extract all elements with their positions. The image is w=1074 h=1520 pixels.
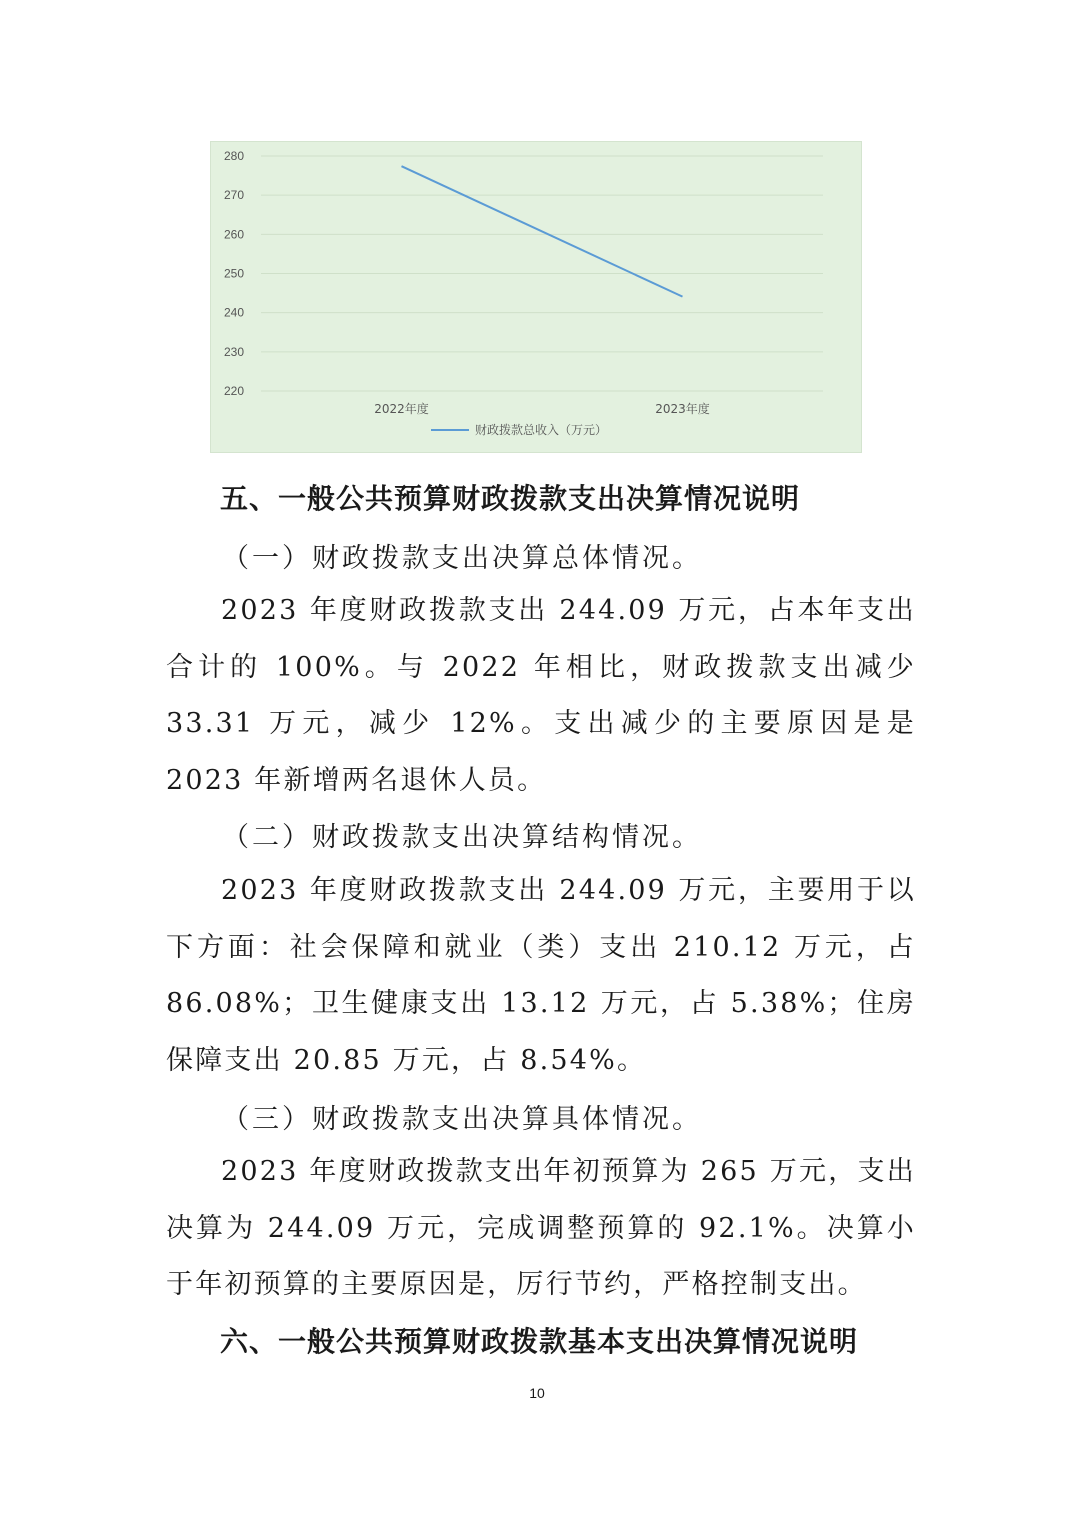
section-5-heading: 五、一般公共预算财政拨款支出决算情况说明 xyxy=(220,482,801,515)
paragraph-overall: 2023 年度财政拨款支出 244.09 万元，占本年支出合计的 100%。与 2022 年相比，财政拨款支出减少 33.31 万元，减少 12%。支出减少的主要原因是是 2023 年新增两名退休人员。 xyxy=(166,595,916,796)
y-tick-label: 280 xyxy=(223,149,244,163)
paragraph-structure: 2023 年度财政拨款支出 244.09 万元，主要用于以下方面：社会保障和就业（类）支出 210.12 万元，占 86.08%；卫生健康支出 13.12 万元，占 5.38%；住房保障支出 20.85 万元，占 8.54%。 xyxy=(166,875,916,1076)
subsection-1-heading: （一）财政拨款支出决算总体情况。 xyxy=(222,543,702,574)
y-tick-label: 230 xyxy=(223,344,244,359)
y-tick-label: 240 xyxy=(223,305,244,320)
page-number: 10 xyxy=(529,1385,545,1401)
section-6-heading: 六、一般公共预算财政拨款基本支出决算情况说明 xyxy=(220,1325,859,1358)
y-tick-label: 270 xyxy=(223,188,244,203)
legend-label: 财政拨款总收入（万元） xyxy=(475,423,608,437)
y-tick-label: 250 xyxy=(223,266,244,281)
y-tick-label: 260 xyxy=(223,227,244,242)
y-tick-label: 220 xyxy=(223,384,244,398)
subsection-3-heading: （三）财政拨款支出决算具体情况。 xyxy=(222,1104,702,1135)
series-line xyxy=(402,166,683,296)
subsection-2-heading: （二）财政拨款支出决算结构情况。 xyxy=(222,822,702,853)
chart-canvas xyxy=(211,142,863,454)
x-tick-label: 2023年度 xyxy=(655,402,710,416)
paragraph-details: 2023 年度财政拨款支出年初预算为 265 万元，支出决算为 244.09 万元，完成调整预算的 92.1%。决算小于年初预算的主要原因是，厉行节约，严格控制支出。 xyxy=(166,1156,916,1300)
x-tick-label: 2022年度 xyxy=(374,402,429,416)
income-line-chart xyxy=(210,141,862,453)
